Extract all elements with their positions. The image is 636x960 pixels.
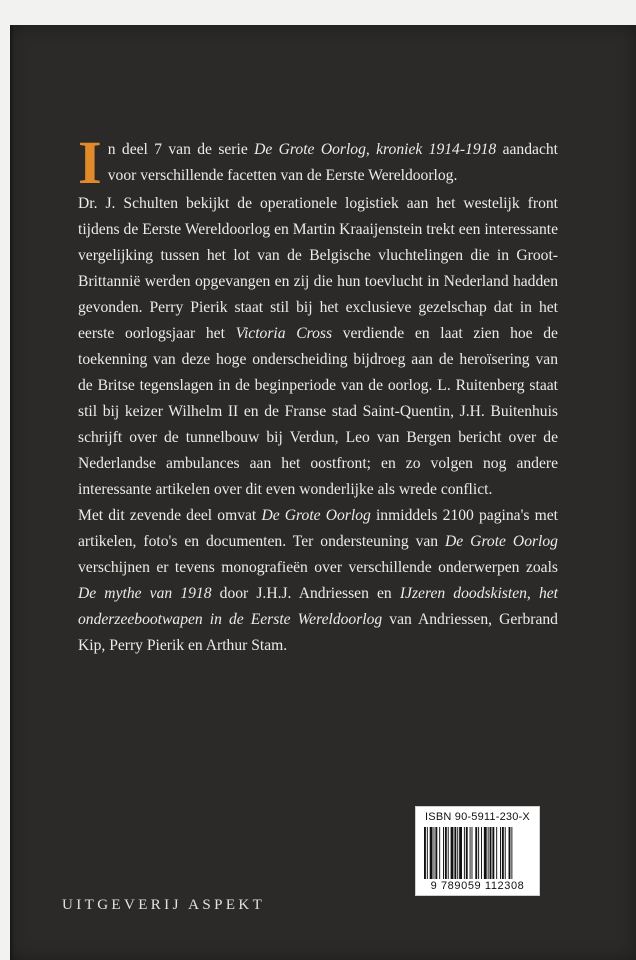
barcode-bar — [459, 827, 462, 879]
barcode-bar — [490, 827, 492, 879]
isbn-barcode-box — [415, 806, 540, 896]
barcode-bar — [509, 827, 511, 879]
series-title-3: De Grote Oorlog — [445, 533, 558, 550]
blurb-paragraph-2 — [78, 191, 558, 503]
blurb-p3-text-b: inmiddels 2100 pagina's met artikelen, foto's en documenten. Ter ondersteuning van — [78, 507, 558, 550]
publisher-name: UITGEVERIJ ASPEKT — [62, 897, 266, 913]
blurb-p3-text-e: van Andriessen, Gerbrand Kip, Perry Pierik en Arthur Stam. — [78, 611, 558, 654]
barcode-bar — [457, 827, 458, 879]
barcode-bar — [454, 827, 456, 879]
barcode-bar — [492, 827, 494, 879]
barcode-bar — [464, 827, 465, 879]
blurb-p1-text-b: aandacht voor verschillende facetten van de Eerste Wereldoorlog. — [107, 141, 558, 184]
monograph-title-2: IJzeren doodskisten, het onderzeebootwapen in de Eerste Wereldoorlog — [78, 585, 559, 628]
blurb-paragraph-1 — [78, 130, 558, 197]
barcode-bar — [424, 827, 426, 879]
barcode-bar — [448, 827, 449, 879]
barcode-bar — [427, 827, 428, 879]
barcode-digits: 9 789059 112308 — [430, 880, 525, 892]
drop-cap-letter: I — [78, 130, 102, 197]
barcode-bar — [430, 827, 433, 879]
barcode-bar — [496, 827, 497, 879]
barcode-bar — [511, 827, 512, 879]
blurb-paragraph-3 — [78, 503, 558, 659]
barcode-bar — [488, 827, 489, 879]
blurb-p2-text-a: Dr. J. Schulten bekijkt de operationele logistiek aan het westelijk front tijdens de Eerste Wereldoorlog en Martin Kraaijenstein trekt een interessante vergelijking tussen het lot van de Belgische vluchtelingen die in Groot-Brittannië werden opgevangen en zij die hun toevlucht in Nederland hadden gevonden. Perry Pierik staat stil bij het exclusieve gezelschap dat in het eerste oorlogsjaar het — [78, 195, 558, 342]
barcode-bar — [434, 827, 435, 879]
barcode-bar — [500, 827, 501, 879]
barcode-bar — [466, 827, 468, 879]
barcode-bar — [484, 827, 487, 879]
barcode-bar — [472, 827, 473, 879]
barcode-bar — [478, 827, 479, 879]
isbn-label: ISBN 90-5911-230-X — [425, 811, 530, 823]
barcode-bar — [502, 827, 504, 879]
barcode-bar — [475, 827, 477, 879]
barcode-bar — [439, 827, 440, 879]
blurb-p1-text-a: n deel 7 van de serie — [107, 141, 255, 158]
spine-edge-shadow — [10, 25, 14, 960]
victoria-cross-title: Victoria Cross — [235, 325, 333, 342]
barcode-bar — [470, 827, 471, 879]
blurb-p3-text-a: Met dit zevende deel omvat — [78, 507, 262, 524]
blurb-p3-text-c: verschijnen er tevens monografieën over verschillende onderwerpen zoals — [78, 559, 558, 576]
series-title: De Grote Oorlog, kroniek 1914-1918 — [254, 141, 497, 158]
barcode-bar — [451, 827, 454, 879]
barcode-bar — [445, 827, 447, 879]
barcode-bars — [424, 827, 533, 879]
book-back-cover — [10, 25, 636, 960]
barcode-bar — [435, 827, 437, 879]
monograph-title-1: De mythe van 1918 — [78, 585, 212, 602]
blurb-p2-text-b: verdiende en laat zien hoe de toekenning van deze hoge onderscheiding bijdroeg aan de heroïsering van de Britse tegenslagen in de beginperiode van de oorlog. L. Ruitenberg staat stil bij keizer Wilhelm II en de Franse stad Saint-Quentin, J.H. Buitenhuis schrijft over de tunnelbouw bij Verdun, Leo van Bergen bericht over de Nederlandse ambulances aan het oostfront; en zo volgen nog andere interessante artikelen over dit even wonderlijke als wrede conflict. — [78, 325, 558, 498]
barcode-bar — [443, 827, 444, 879]
barcode-bar — [481, 827, 482, 879]
blurb-p3-text-d: door J.H.J. Andriessen en — [211, 585, 400, 602]
barcode-bar — [505, 827, 506, 879]
blurb-text — [78, 130, 559, 659]
series-title-2: De Grote Oorlog — [261, 507, 371, 524]
